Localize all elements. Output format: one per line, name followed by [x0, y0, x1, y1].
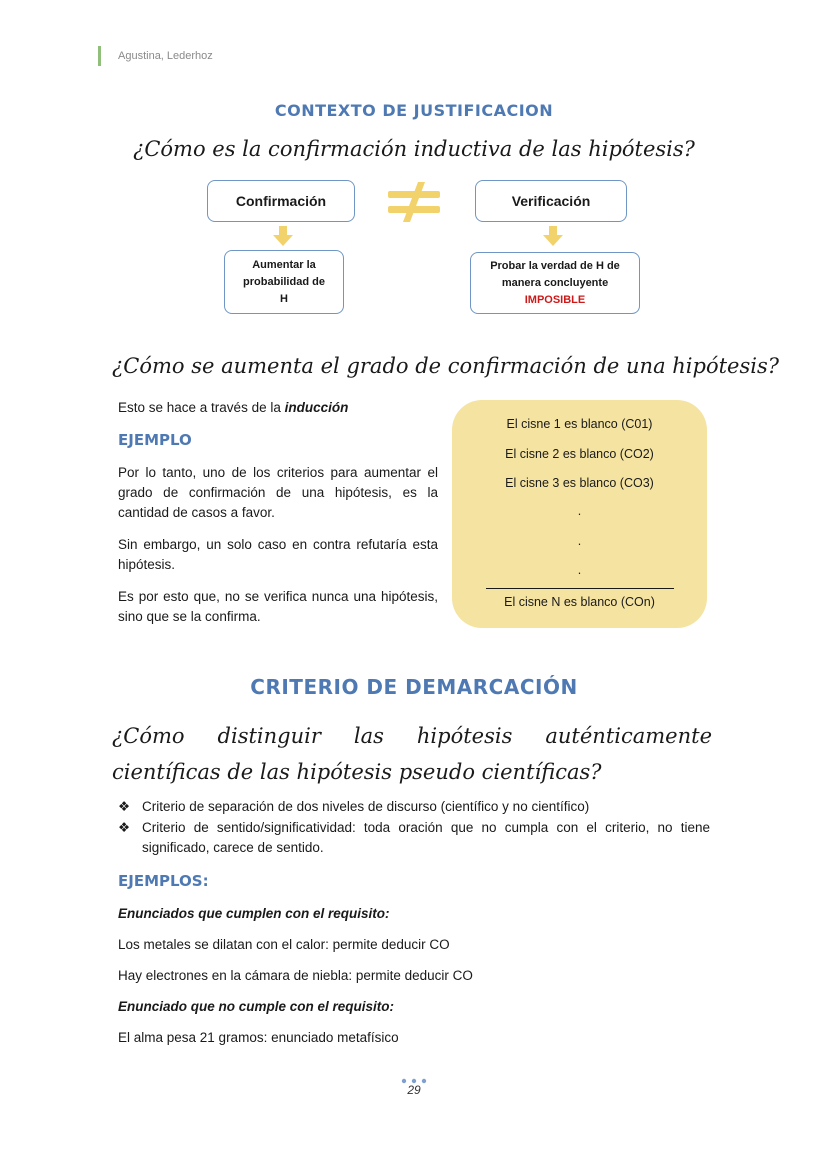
- swan-conclusion: El cisne N es blanco (COn): [504, 595, 655, 609]
- probar-verdad-box: [470, 252, 640, 314]
- examples-heading: EJEMPLOS:: [118, 872, 209, 890]
- arrow-down-icon: [543, 226, 563, 246]
- ellipsis-dot: .: [577, 504, 582, 518]
- verificacion-label: Verificación: [511, 193, 591, 209]
- question-confirmacion: ¿Cómo es la confirmación inductiva de las hipótesis?: [133, 137, 695, 161]
- confirmacion-box: [207, 180, 355, 222]
- section-title-justificacion: CONTEXTO DE JUSTIFICACION: [274, 101, 554, 120]
- swan-line: El cisne 2 es blanco (CO2): [505, 447, 654, 461]
- probar-line-1: Probar la verdad de H de: [490, 259, 620, 272]
- arrow-down-icon: [273, 226, 293, 246]
- list-item: [118, 818, 710, 858]
- list-item: [118, 797, 710, 817]
- question-grado-confirmacion: ¿Cómo se aumenta el grado de confirmación de una hipótesis?: [112, 354, 779, 378]
- inference-line: [486, 588, 674, 589]
- ellipsis-dot: .: [577, 534, 582, 548]
- bullet-text: Criterio de sentido/significatividad: toda oración que no cumpla con el criterio, no tiene significado, carece de sentido.: [142, 820, 710, 855]
- swan-example-panel: [452, 400, 707, 628]
- imposible-label: IMPOSIBLE: [524, 293, 586, 306]
- intro-paragraph: [118, 398, 438, 418]
- swan-line: El cisne 3 es blanco (CO3): [505, 476, 654, 490]
- paragraph-refutacion: Sin embargo, un solo caso en contra refutaría esta hipótesis.: [118, 537, 438, 572]
- no-cumple-heading: Enunciado que no cumple con el requisito:: [118, 999, 395, 1014]
- confirmacion-label: Confirmación: [235, 193, 327, 209]
- not-equal-icon: [388, 182, 440, 222]
- diamond-bullet-icon: ❖: [118, 820, 131, 835]
- example-sentence: El alma pesa 21 gramos: enunciado metafísico: [118, 1030, 399, 1045]
- cumplen-heading: Enunciados que cumplen con el requisito:: [118, 906, 390, 921]
- example-heading: EJEMPLO: [118, 431, 192, 449]
- intro-text: Esto se hace a través de la: [118, 400, 285, 415]
- question-demarcacion: ¿Cómo distinguir las hipótesis auténticamente científicas de las hipótesis pseudo científicas?: [112, 724, 712, 784]
- aumentar-line-2: probabilidad de: [243, 275, 325, 288]
- paragraph-criterio: Por lo tanto, uno de los criterios para aumentar el grado de confirmación de una hipótesis, es la cantidad de casos a favor.: [118, 465, 438, 520]
- verificacion-box: [475, 180, 627, 222]
- page-number: 29: [407, 1083, 421, 1097]
- probar-line-2: manera concluyente: [501, 276, 609, 289]
- header-author: Agustina, Lederhoz: [118, 50, 213, 62]
- diamond-bullet-icon: ❖: [118, 799, 131, 814]
- header-accent-bar: [98, 46, 101, 66]
- bullet-text: Criterio de separación de dos niveles de discurso (científico y no científico): [142, 799, 590, 814]
- aumentar-probabilidad-box: [224, 250, 344, 314]
- swan-line: El cisne 1 es blanco (C01): [506, 417, 653, 431]
- paragraph-conclusion: Es por esto que, no se verifica nunca una hipótesis, sino que se la confirma.: [118, 589, 438, 624]
- aumentar-line-3: H: [280, 292, 288, 305]
- intro-emphasis: inducción: [284, 400, 349, 415]
- aumentar-line-1: Aumentar la: [252, 258, 316, 271]
- example-sentence: Los metales se dilatan con el calor: permite deducir CO: [118, 937, 450, 952]
- section-title-demarcacion: CRITERIO DE DEMARCACIÓN: [250, 675, 578, 699]
- ellipsis-dot: .: [577, 563, 582, 577]
- example-sentence: Hay electrones en la cámara de niebla: permite deducir CO: [118, 968, 473, 983]
